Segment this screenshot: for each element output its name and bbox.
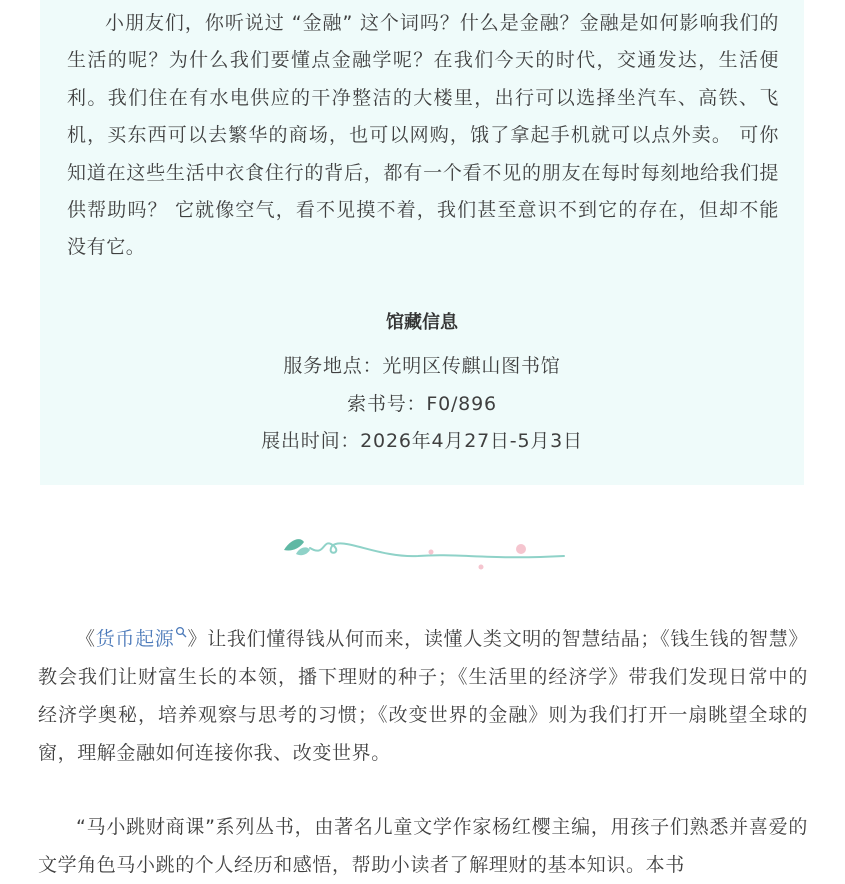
dot-icon xyxy=(516,544,526,554)
exhibit-time: 展出时间：2026年4月27日-5月3日 xyxy=(261,430,583,452)
series-paragraph: “马小跳财商课”系列丛书，由著名儿童文学作家杨红樱主编，用孩子们熟悉并喜爱的文学角色马小跳的个人经历和感悟，帮助小读者了解理财的基本知识。本书 xyxy=(38,816,808,876)
books-paragraph xyxy=(38,620,808,772)
books-paragraph-text: 》让我们懂得钱从何而来，读懂人类文明的智慧结晶；《钱生钱的智慧》教会我们让财富生长的本领，播下理财的种子；《生活里的经济学》带我们发现日常中的经济学奥秘，培养观察与思考的习惯；《改变世界的金融》则为我们打开一扇眺望全球的窗，理解金融如何连接你我、改变世界。 xyxy=(38,628,809,764)
intro-paragraph: 小朋友们，你听说过 “金融” 这个词吗？什么是金融？金融是如何影响我们的生活的呢？为什么我们要懂点金融学呢？在我们今天的时代，交通发达，生活便利。我们住在有水电供应的干净整洁的大楼里，出行可以选择坐汽车、高铁、飞机，买东西可以去繁华的商场，也可以网购，饿了拿起手机就可以点外卖。 可你知道在这些生活中衣食住行的背后，都有一个看不见的朋友在每时每刻地给我们提供帮助吗？ 它就像空气，看不见摸不着，我们甚至意识不到它的存在，但却不能没有它。 xyxy=(67,12,779,259)
book-link-huobiqiyuan[interactable]: 货币起源 xyxy=(95,628,175,650)
collection-info-header xyxy=(40,308,804,334)
vine-divider-decoration xyxy=(278,528,568,576)
dot-icon xyxy=(429,550,434,555)
open-quote: 《 xyxy=(76,628,96,650)
intro-card xyxy=(40,0,804,485)
service-location: 服务地点：光明区传麒山图书馆 xyxy=(283,355,561,377)
call-number: 索书号：F0/896 xyxy=(347,393,497,415)
collection-info-title: 馆藏信息 xyxy=(380,308,464,334)
dot-icon xyxy=(479,565,484,570)
leaf-icon xyxy=(296,547,310,555)
search-icon[interactable] xyxy=(175,626,187,638)
